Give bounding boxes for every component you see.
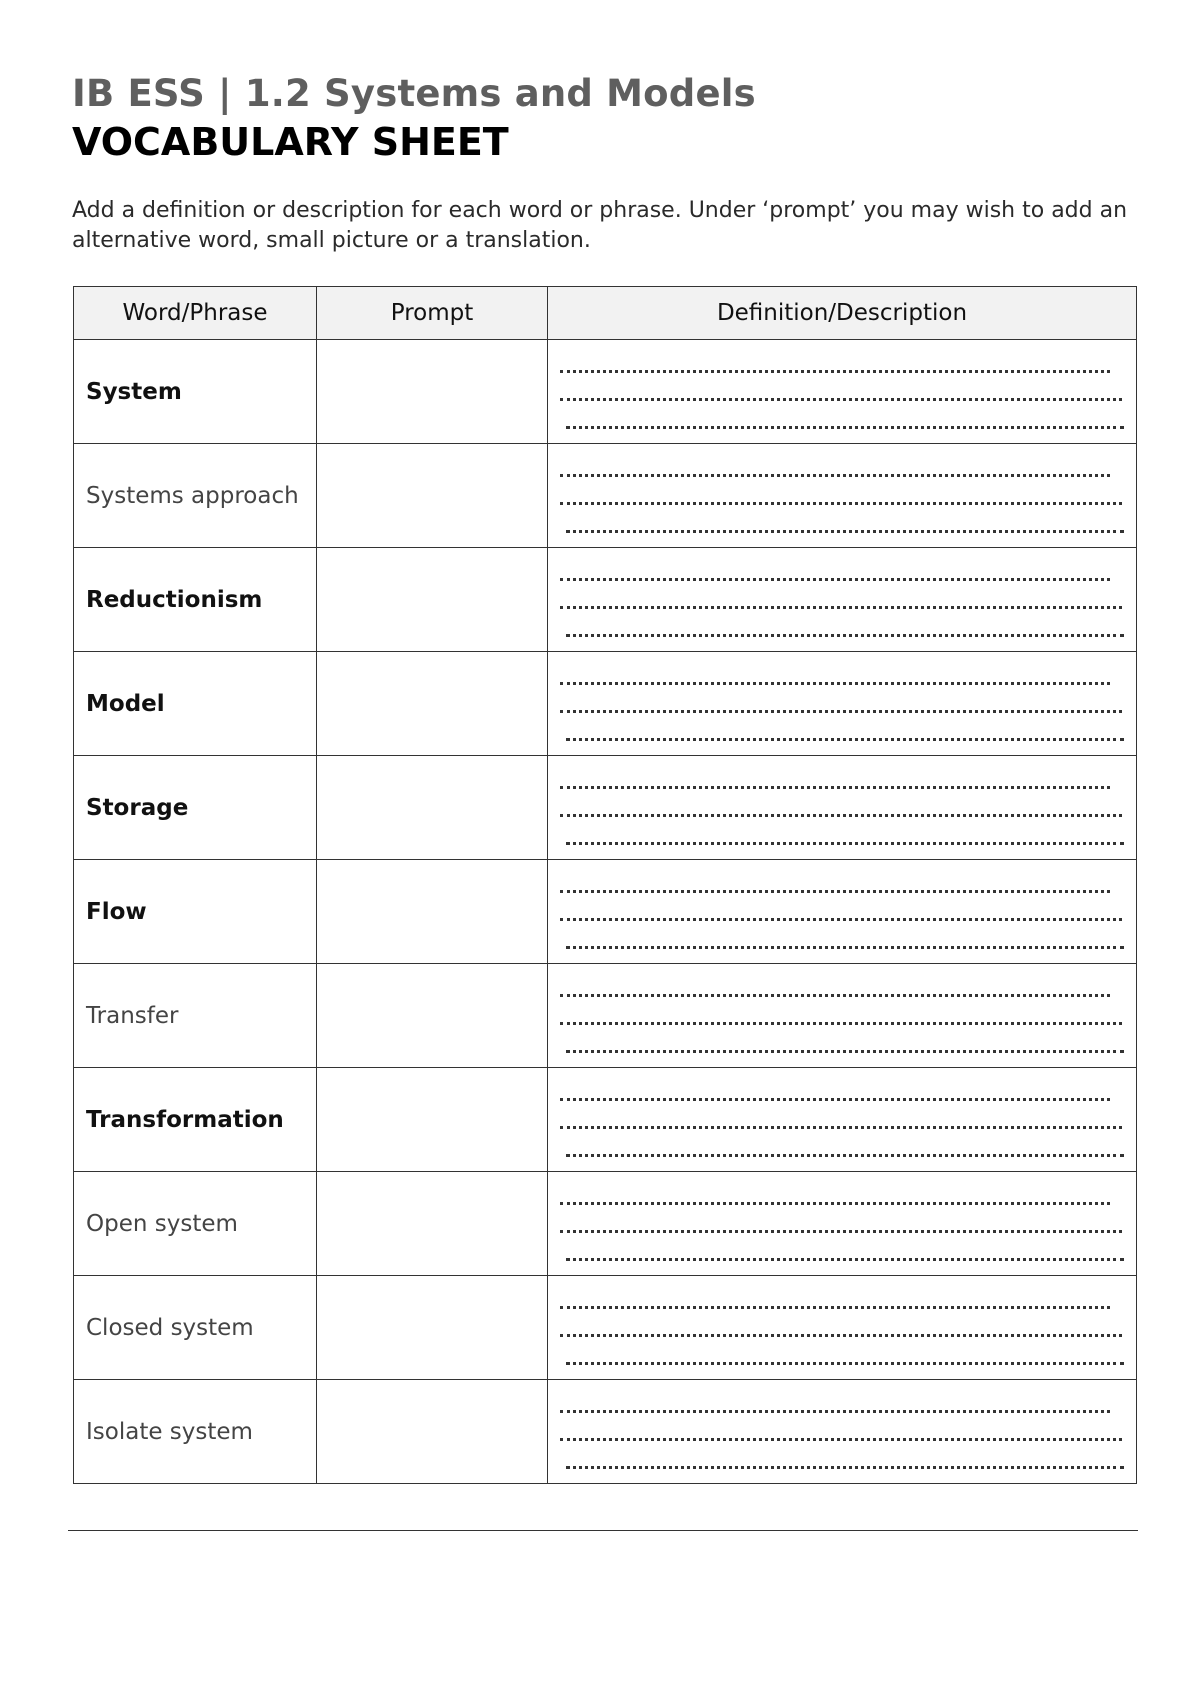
word-cell: Closed system bbox=[74, 1276, 317, 1380]
prompt-cell[interactable] bbox=[317, 756, 548, 860]
prompt-cell[interactable] bbox=[317, 340, 548, 444]
dotted-line bbox=[566, 842, 1124, 845]
prompt-cell[interactable] bbox=[317, 964, 548, 1068]
definition-cell[interactable] bbox=[548, 1380, 1137, 1484]
dotted-line bbox=[560, 474, 1110, 477]
prompt-cell[interactable] bbox=[317, 1276, 548, 1380]
dotted-line bbox=[560, 606, 1122, 609]
dotted-line bbox=[560, 398, 1122, 401]
word-cell: Systems approach bbox=[74, 444, 317, 548]
column-header-word: Word/Phrase bbox=[74, 287, 317, 340]
dotted-line bbox=[566, 946, 1124, 949]
dotted-line bbox=[566, 1050, 1124, 1053]
document-title: IB ESS | 1.2 Systems and Models bbox=[72, 72, 756, 115]
table-row bbox=[74, 340, 1137, 444]
definition-cell[interactable] bbox=[548, 1068, 1137, 1172]
dotted-line bbox=[560, 1334, 1122, 1337]
dotted-line bbox=[560, 682, 1110, 685]
dotted-line bbox=[566, 426, 1124, 429]
word-cell: Open system bbox=[74, 1172, 317, 1276]
table-row bbox=[74, 548, 1137, 652]
word-cell: System bbox=[74, 340, 317, 444]
prompt-cell[interactable] bbox=[317, 1380, 548, 1484]
dotted-line bbox=[560, 786, 1110, 789]
table-row bbox=[74, 1380, 1137, 1484]
dotted-line bbox=[566, 1258, 1124, 1261]
dotted-line bbox=[560, 1306, 1110, 1309]
dotted-line bbox=[560, 1022, 1122, 1025]
instructions-text: Add a definition or description for each word or phrase. Under ‘prompt’ you may wish to add an alternative word, small picture or a translation. bbox=[72, 198, 1128, 253]
dotted-line bbox=[566, 634, 1124, 637]
dotted-line bbox=[560, 710, 1122, 713]
dotted-line bbox=[566, 1154, 1124, 1157]
word-cell: Reductionism bbox=[74, 548, 317, 652]
dotted-line bbox=[560, 578, 1110, 581]
dotted-line bbox=[560, 1126, 1122, 1129]
definition-cell[interactable] bbox=[548, 340, 1137, 444]
prompt-cell[interactable] bbox=[317, 548, 548, 652]
dotted-line bbox=[560, 370, 1110, 373]
prompt-cell[interactable] bbox=[317, 1172, 548, 1276]
word-cell: Storage bbox=[74, 756, 317, 860]
dotted-line bbox=[560, 890, 1110, 893]
footer-divider bbox=[68, 1530, 1138, 1531]
definition-cell[interactable] bbox=[548, 444, 1137, 548]
table-row bbox=[74, 1276, 1137, 1380]
prompt-cell[interactable] bbox=[317, 1068, 548, 1172]
dotted-line bbox=[560, 1098, 1110, 1101]
word-cell: Flow bbox=[74, 860, 317, 964]
document-subtitle: VOCABULARY SHEET bbox=[72, 120, 509, 164]
word-cell: Isolate system bbox=[74, 1380, 317, 1484]
column-header-prompt: Prompt bbox=[317, 287, 548, 340]
dotted-line bbox=[566, 738, 1124, 741]
prompt-cell[interactable] bbox=[317, 444, 548, 548]
definition-cell[interactable] bbox=[548, 1172, 1137, 1276]
definition-cell[interactable] bbox=[548, 1276, 1137, 1380]
dotted-line bbox=[560, 502, 1122, 505]
definition-cell[interactable] bbox=[548, 548, 1137, 652]
dotted-line bbox=[566, 1466, 1124, 1469]
dotted-line bbox=[560, 1230, 1122, 1233]
table-row bbox=[74, 860, 1137, 964]
dotted-line bbox=[560, 918, 1122, 921]
table-row bbox=[74, 1172, 1137, 1276]
definition-cell[interactable] bbox=[548, 652, 1137, 756]
prompt-cell[interactable] bbox=[317, 652, 548, 756]
table-row bbox=[74, 652, 1137, 756]
prompt-cell[interactable] bbox=[317, 860, 548, 964]
definition-cell[interactable] bbox=[548, 964, 1137, 1068]
dotted-line bbox=[566, 530, 1124, 533]
table-row bbox=[74, 1068, 1137, 1172]
dotted-line bbox=[560, 994, 1110, 997]
dotted-line bbox=[566, 1362, 1124, 1365]
word-cell: Transformation bbox=[74, 1068, 317, 1172]
table-row bbox=[74, 444, 1137, 548]
word-cell: Transfer bbox=[74, 964, 317, 1068]
table-row bbox=[74, 964, 1137, 1068]
dotted-line bbox=[560, 1202, 1110, 1205]
definition-cell[interactable] bbox=[548, 860, 1137, 964]
column-header-definition: Definition/Description bbox=[548, 287, 1137, 340]
definition-cell[interactable] bbox=[548, 756, 1137, 860]
word-cell: Model bbox=[74, 652, 317, 756]
dotted-line bbox=[560, 1410, 1110, 1413]
table-row bbox=[74, 756, 1137, 860]
dotted-line bbox=[560, 814, 1122, 817]
dotted-line bbox=[560, 1438, 1122, 1441]
table-header-row bbox=[74, 287, 1137, 340]
vocabulary-table bbox=[73, 286, 1137, 1484]
